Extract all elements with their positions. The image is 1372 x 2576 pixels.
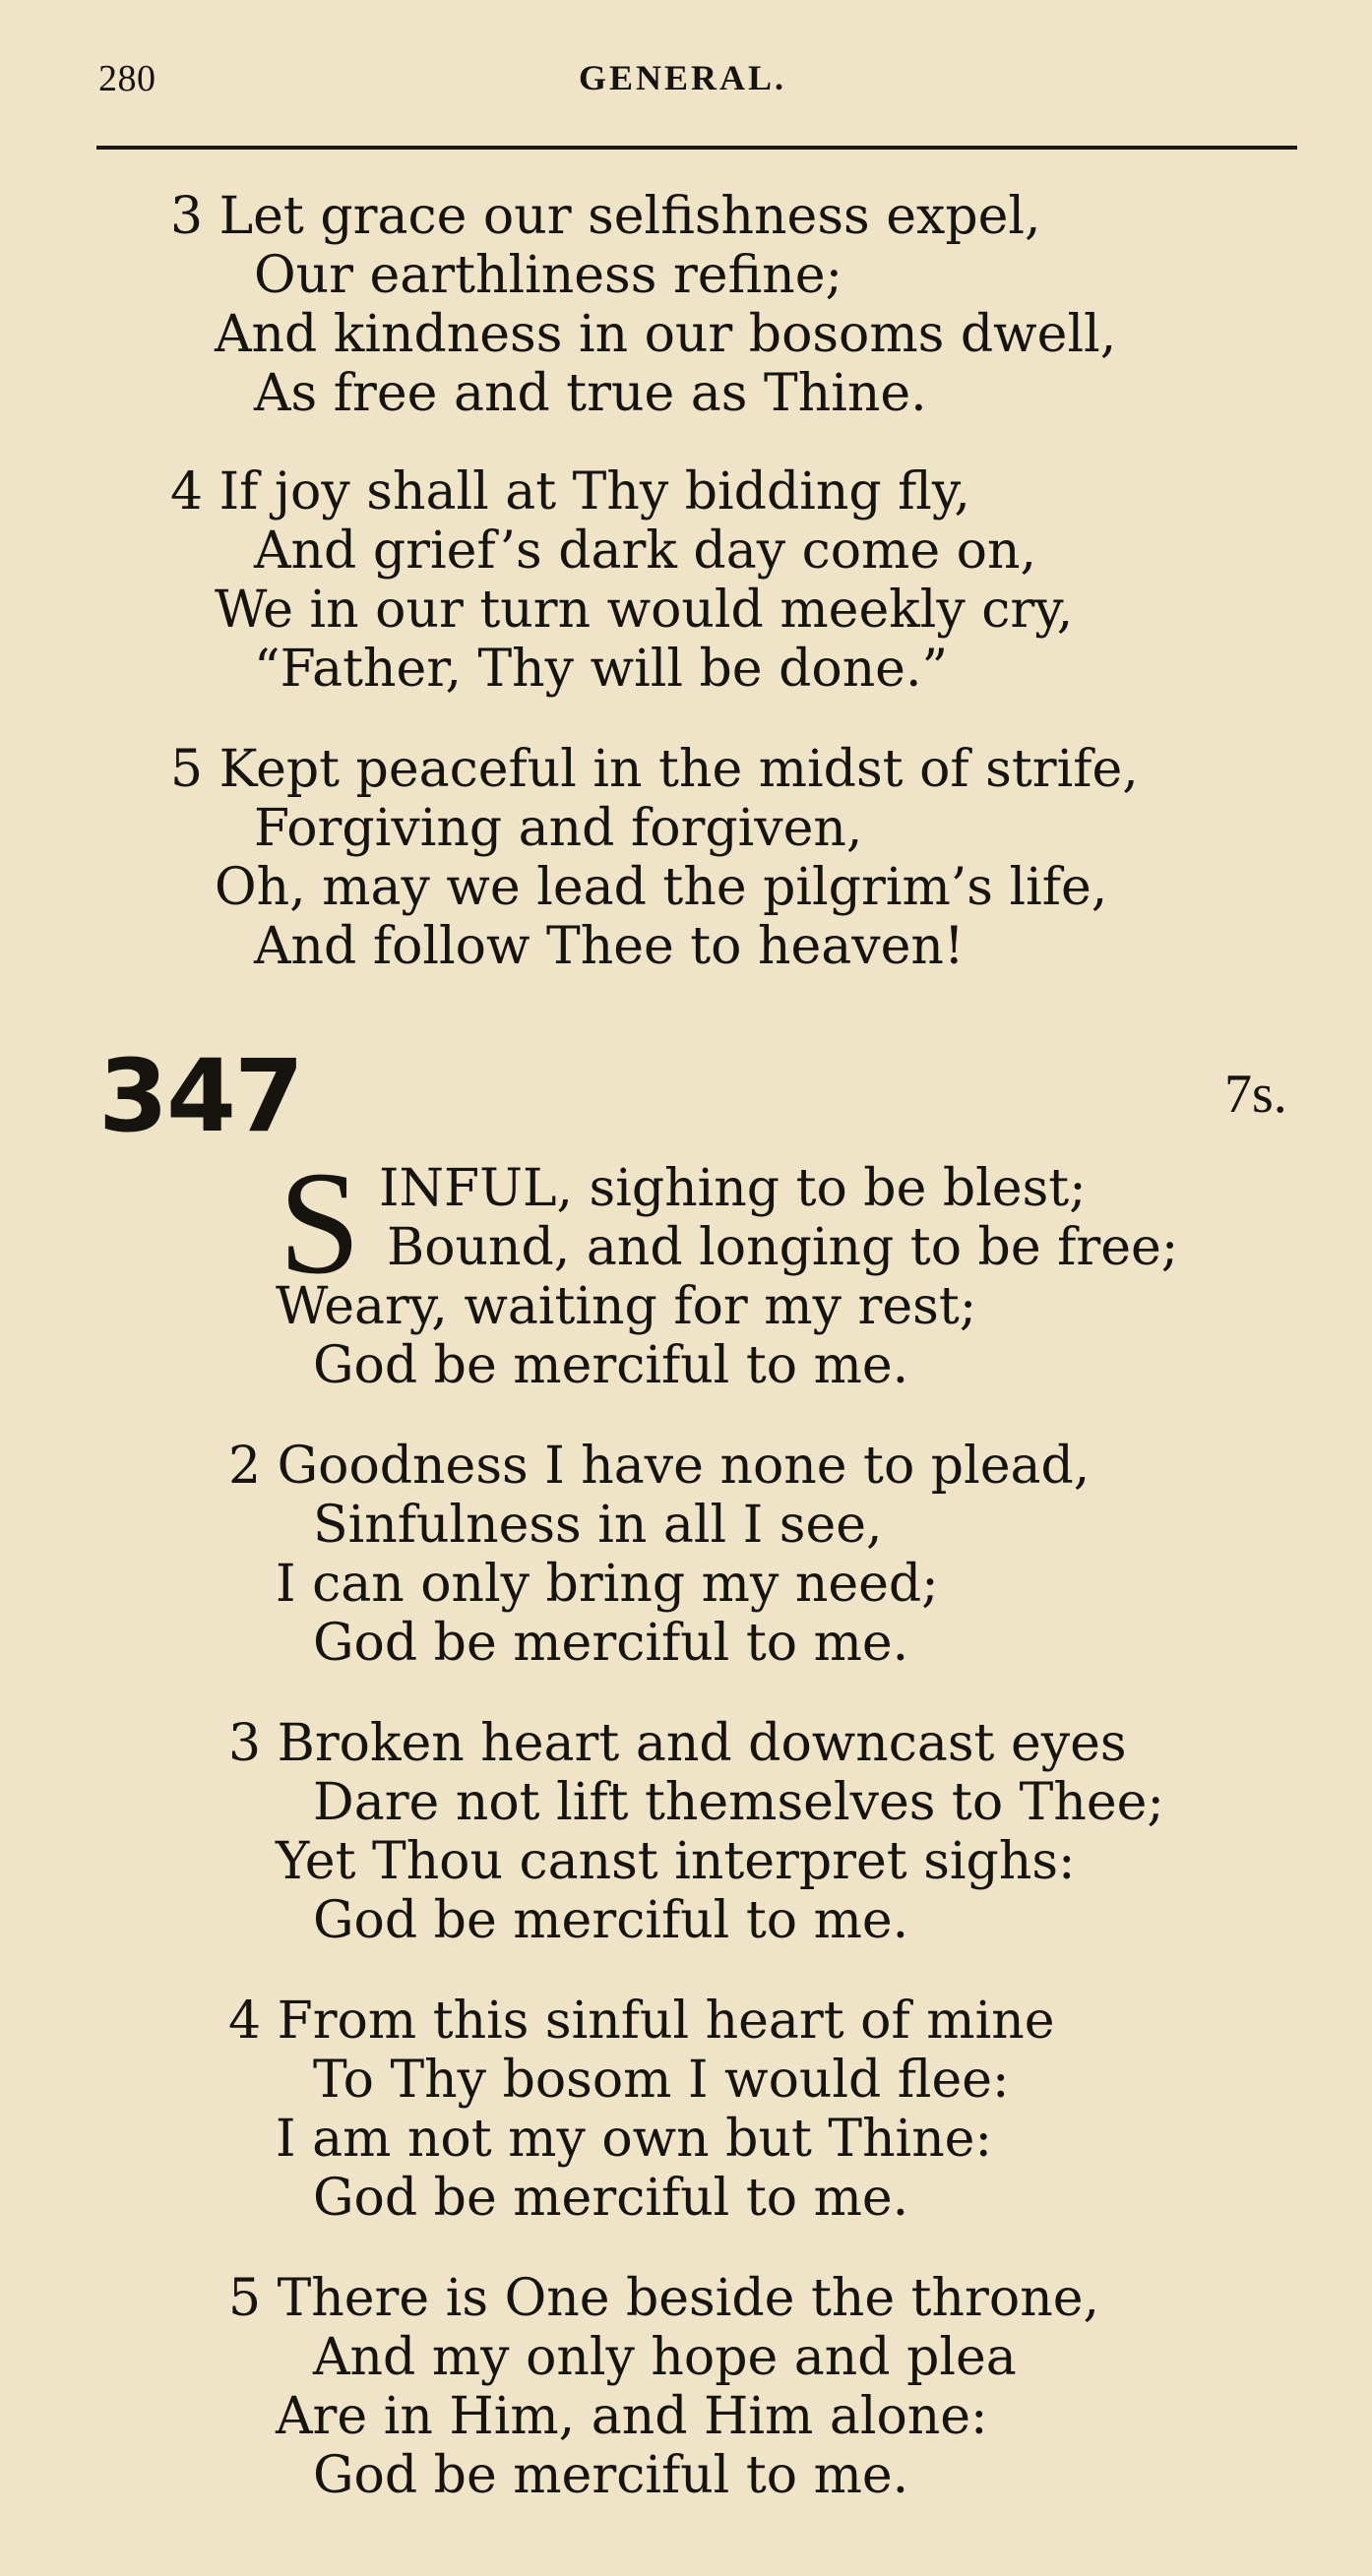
verse-line: Forgiving and forgiven, (254, 799, 863, 858)
verse-line: 3 Let grace our selfishness expel, (170, 187, 1041, 246)
header-rule (96, 146, 1297, 150)
verse-line: And kindness in our bosoms dwell, (215, 305, 1117, 364)
verse-line: 4 If joy shall at Thy bidding fly, (170, 462, 970, 521)
verse-line: God be merciful to me. (313, 1614, 909, 1673)
verse-line: I can only bring my need; (276, 1555, 939, 1614)
verse-line: Sinfulness in all I see, (313, 1496, 883, 1555)
verse-line: Our earthliness refine; (254, 246, 843, 305)
verse-line: 3 Broken heart and downcast eyes (228, 1714, 1127, 1773)
verse-line: Oh, may we lead the pilgrim’s life, (215, 858, 1108, 917)
drop-cap: S (279, 1141, 361, 1305)
verse-line: “Father, Thy will be done.” (254, 640, 949, 699)
verse-line: And follow Thee to heaven! (254, 917, 965, 976)
verse-line: 4 From this sinful heart of mine (228, 1992, 1055, 2051)
verse-line: I am not my own but Thine: (276, 2110, 992, 2169)
verse-line: To Thy bosom I would flee: (313, 2051, 1010, 2110)
page-number: 280 (98, 58, 156, 99)
verse-line: Weary, waiting for my rest; (276, 1277, 977, 1336)
verse-line: Dare not lift themselves to Thee; (313, 1773, 1164, 1832)
verse-line: And grief’s dark day come on, (254, 521, 1036, 581)
verse-line: We in our turn would meekly cry, (215, 581, 1074, 640)
verse-line: INFUL, sighing to be blest; (379, 1159, 1087, 1218)
verse-line: 5 Kept peaceful in the midst of strife, (170, 740, 1139, 799)
verse-line: As free and true as Thine. (254, 364, 927, 423)
verse-line: 2 Goodness I have none to plead, (228, 1437, 1091, 1496)
verse-line: 5 There is One beside the throne, (228, 2269, 1099, 2328)
verse-line: Yet Thou canst interpret sighs: (276, 1832, 1076, 1891)
verse-line: God be merciful to me. (313, 2446, 909, 2505)
section-title: GENERAL. (579, 58, 787, 97)
verse-line: And my only hope and plea (313, 2328, 1017, 2387)
verse-line: God be merciful to me. (313, 1891, 909, 1950)
verse-line: God be merciful to me. (313, 2169, 909, 2228)
verse-line: Bound, and longing to be free; (387, 1218, 1179, 1277)
hymn-number: 347 (98, 1038, 302, 1155)
verse-line: Are in Him, and Him alone: (276, 2387, 988, 2446)
verse-line: God be merciful to me. (313, 1336, 909, 1395)
hymn-meter: 7s. (1224, 1064, 1287, 1125)
